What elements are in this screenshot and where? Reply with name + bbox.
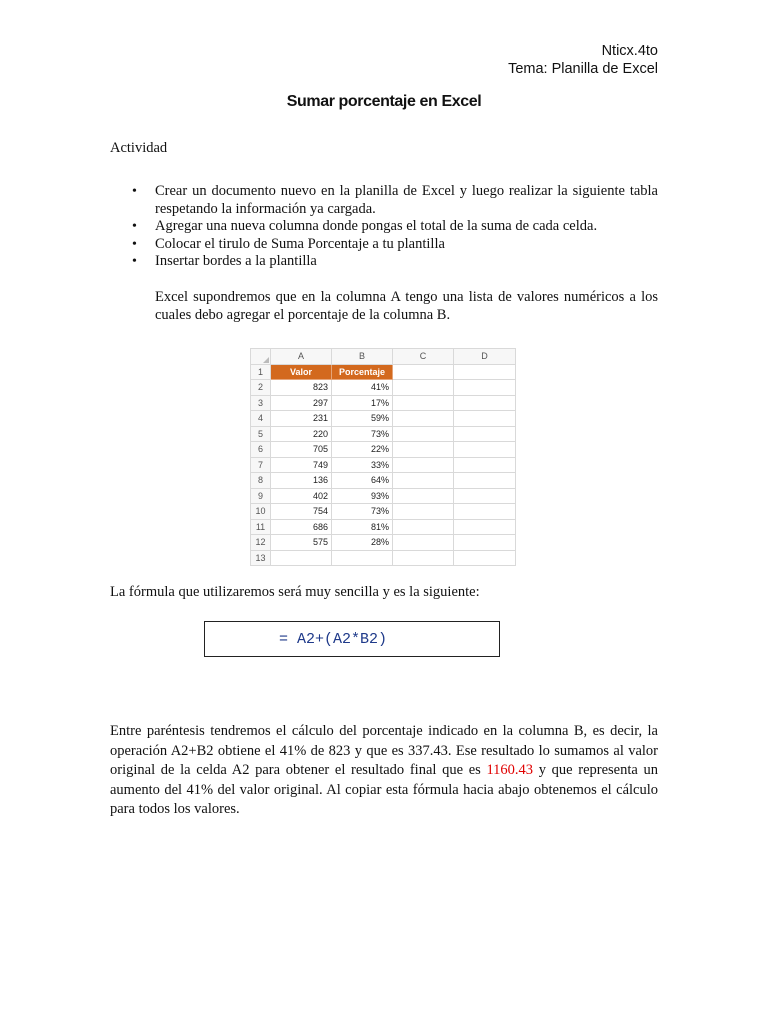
value-cell: 754 — [271, 504, 332, 520]
table-row — [251, 473, 516, 489]
table-row — [251, 519, 516, 535]
percent-cell: 28% — [332, 535, 393, 551]
empty-cell — [454, 457, 516, 473]
row-number: 6 — [251, 442, 271, 458]
row-number: 9 — [251, 488, 271, 504]
topic-label: Tema: Planilla de Excel — [508, 61, 658, 77]
table-row — [251, 364, 516, 380]
list-item: • Colocar el tirulo de Suma Porcentaje a tu plantilla — [110, 236, 658, 254]
column-header: D — [454, 349, 516, 365]
activity-list — [110, 183, 658, 271]
value-cell: 297 — [271, 395, 332, 411]
empty-cell — [454, 364, 516, 380]
percent-cell: 59% — [332, 411, 393, 427]
empty-cell — [393, 364, 454, 380]
empty-cell — [454, 504, 516, 520]
empty-cell — [393, 488, 454, 504]
table-row — [251, 504, 516, 520]
empty-cell — [393, 535, 454, 551]
intro-paragraph: Excel supondremos que en la columna A tengo una lista de valores numéricos a los cuales debo agregar el porcentaje de la columna B. — [155, 289, 658, 323]
formula-text: = A2+(A2*B2) — [279, 630, 388, 648]
value-cell: 823 — [271, 380, 332, 396]
empty-cell — [393, 457, 454, 473]
percent-cell: 41% — [332, 380, 393, 396]
column-header: A — [271, 349, 332, 365]
empty-cell — [454, 395, 516, 411]
row-number: 8 — [251, 473, 271, 489]
percent-cell: 17% — [332, 395, 393, 411]
row-number: 10 — [251, 504, 271, 520]
empty-cell — [393, 504, 454, 520]
value-cell: 136 — [271, 473, 332, 489]
explanation-text-end: y que representa un aumento del 41% del valor original. Al copiar esta fórmula hacia abajo obtenemos el cálculo para todos los valores. — [110, 762, 658, 817]
percent-cell: 33% — [332, 457, 393, 473]
table-row — [251, 380, 516, 396]
empty-cell — [393, 550, 454, 566]
percent-cell: 73% — [332, 504, 393, 520]
empty-cell — [454, 442, 516, 458]
value-cell: 686 — [271, 519, 332, 535]
percent-cell: 93% — [332, 488, 393, 504]
empty-cell — [271, 550, 332, 566]
document-header — [508, 42, 658, 78]
column-header: B — [332, 349, 393, 365]
percent-cell: 64% — [332, 473, 393, 489]
spreadsheet-image — [250, 348, 515, 566]
list-item: • Crear un documento nuevo en la planilla de Excel y luego realizar la siguiente tabla respetando la información ya cargada. — [110, 183, 658, 218]
table-row — [251, 550, 516, 566]
table-row — [251, 488, 516, 504]
empty-cell — [454, 411, 516, 427]
select-all-corner — [251, 349, 271, 365]
table-row — [251, 426, 516, 442]
section-label: Actividad — [110, 140, 168, 156]
formula-box — [204, 621, 500, 657]
formula-intro: La fórmula que utilizaremos será muy sencilla y es la siguiente: — [110, 584, 480, 600]
percent-cell: 22% — [332, 442, 393, 458]
explanation-text: Entre paréntesis tendremos el cálculo del porcentaje indicado en la columna B, es decir, la operación A2+B2 obtiene el 41% de 823 y que es 337.43. Ese resultado lo sumamos al valor original de la celda A2 para obtener el resultado final que es — [110, 723, 658, 778]
result-highlight: 1160.43 — [486, 762, 534, 778]
column-header: C — [393, 349, 454, 365]
empty-cell — [454, 473, 516, 489]
course-label: Nticx.4to — [601, 43, 658, 59]
row-number: 12 — [251, 535, 271, 551]
list-item: • Insertar bordes a la plantilla — [110, 253, 658, 271]
empty-cell — [454, 535, 516, 551]
row-number: 5 — [251, 426, 271, 442]
value-cell: 231 — [271, 411, 332, 427]
table-row — [251, 457, 516, 473]
table-row — [251, 395, 516, 411]
empty-cell — [393, 473, 454, 489]
value-cell: 402 — [271, 488, 332, 504]
row-number: 3 — [251, 395, 271, 411]
header-cell-porcentaje: Porcentaje — [332, 364, 393, 380]
empty-cell — [454, 380, 516, 396]
empty-cell — [393, 411, 454, 427]
value-cell: 220 — [271, 426, 332, 442]
row-number: 4 — [251, 411, 271, 427]
column-header-row — [251, 349, 516, 365]
percent-cell: 73% — [332, 426, 393, 442]
empty-cell — [393, 442, 454, 458]
empty-cell — [332, 550, 393, 566]
value-cell: 749 — [271, 457, 332, 473]
table-row — [251, 535, 516, 551]
empty-cell — [454, 519, 516, 535]
empty-cell — [454, 488, 516, 504]
spreadsheet-table — [250, 348, 516, 566]
empty-cell — [393, 519, 454, 535]
value-cell: 575 — [271, 535, 332, 551]
value-cell: 705 — [271, 442, 332, 458]
row-number: 11 — [251, 519, 271, 535]
row-number: 7 — [251, 457, 271, 473]
table-row — [251, 442, 516, 458]
empty-cell — [454, 550, 516, 566]
list-item: • Agregar una nueva columna donde pongas el total de la suma de cada celda. — [110, 218, 658, 236]
empty-cell — [393, 426, 454, 442]
percent-cell: 81% — [332, 519, 393, 535]
table-row — [251, 411, 516, 427]
empty-cell — [393, 380, 454, 396]
row-number: 2 — [251, 380, 271, 396]
empty-cell — [393, 395, 454, 411]
explanation-paragraph — [110, 722, 658, 820]
row-number: 13 — [251, 550, 271, 566]
empty-cell — [454, 426, 516, 442]
row-number: 1 — [251, 364, 271, 380]
header-cell-valor: Valor — [271, 364, 332, 380]
page-title: Sumar porcentaje en Excel — [286, 93, 482, 110]
